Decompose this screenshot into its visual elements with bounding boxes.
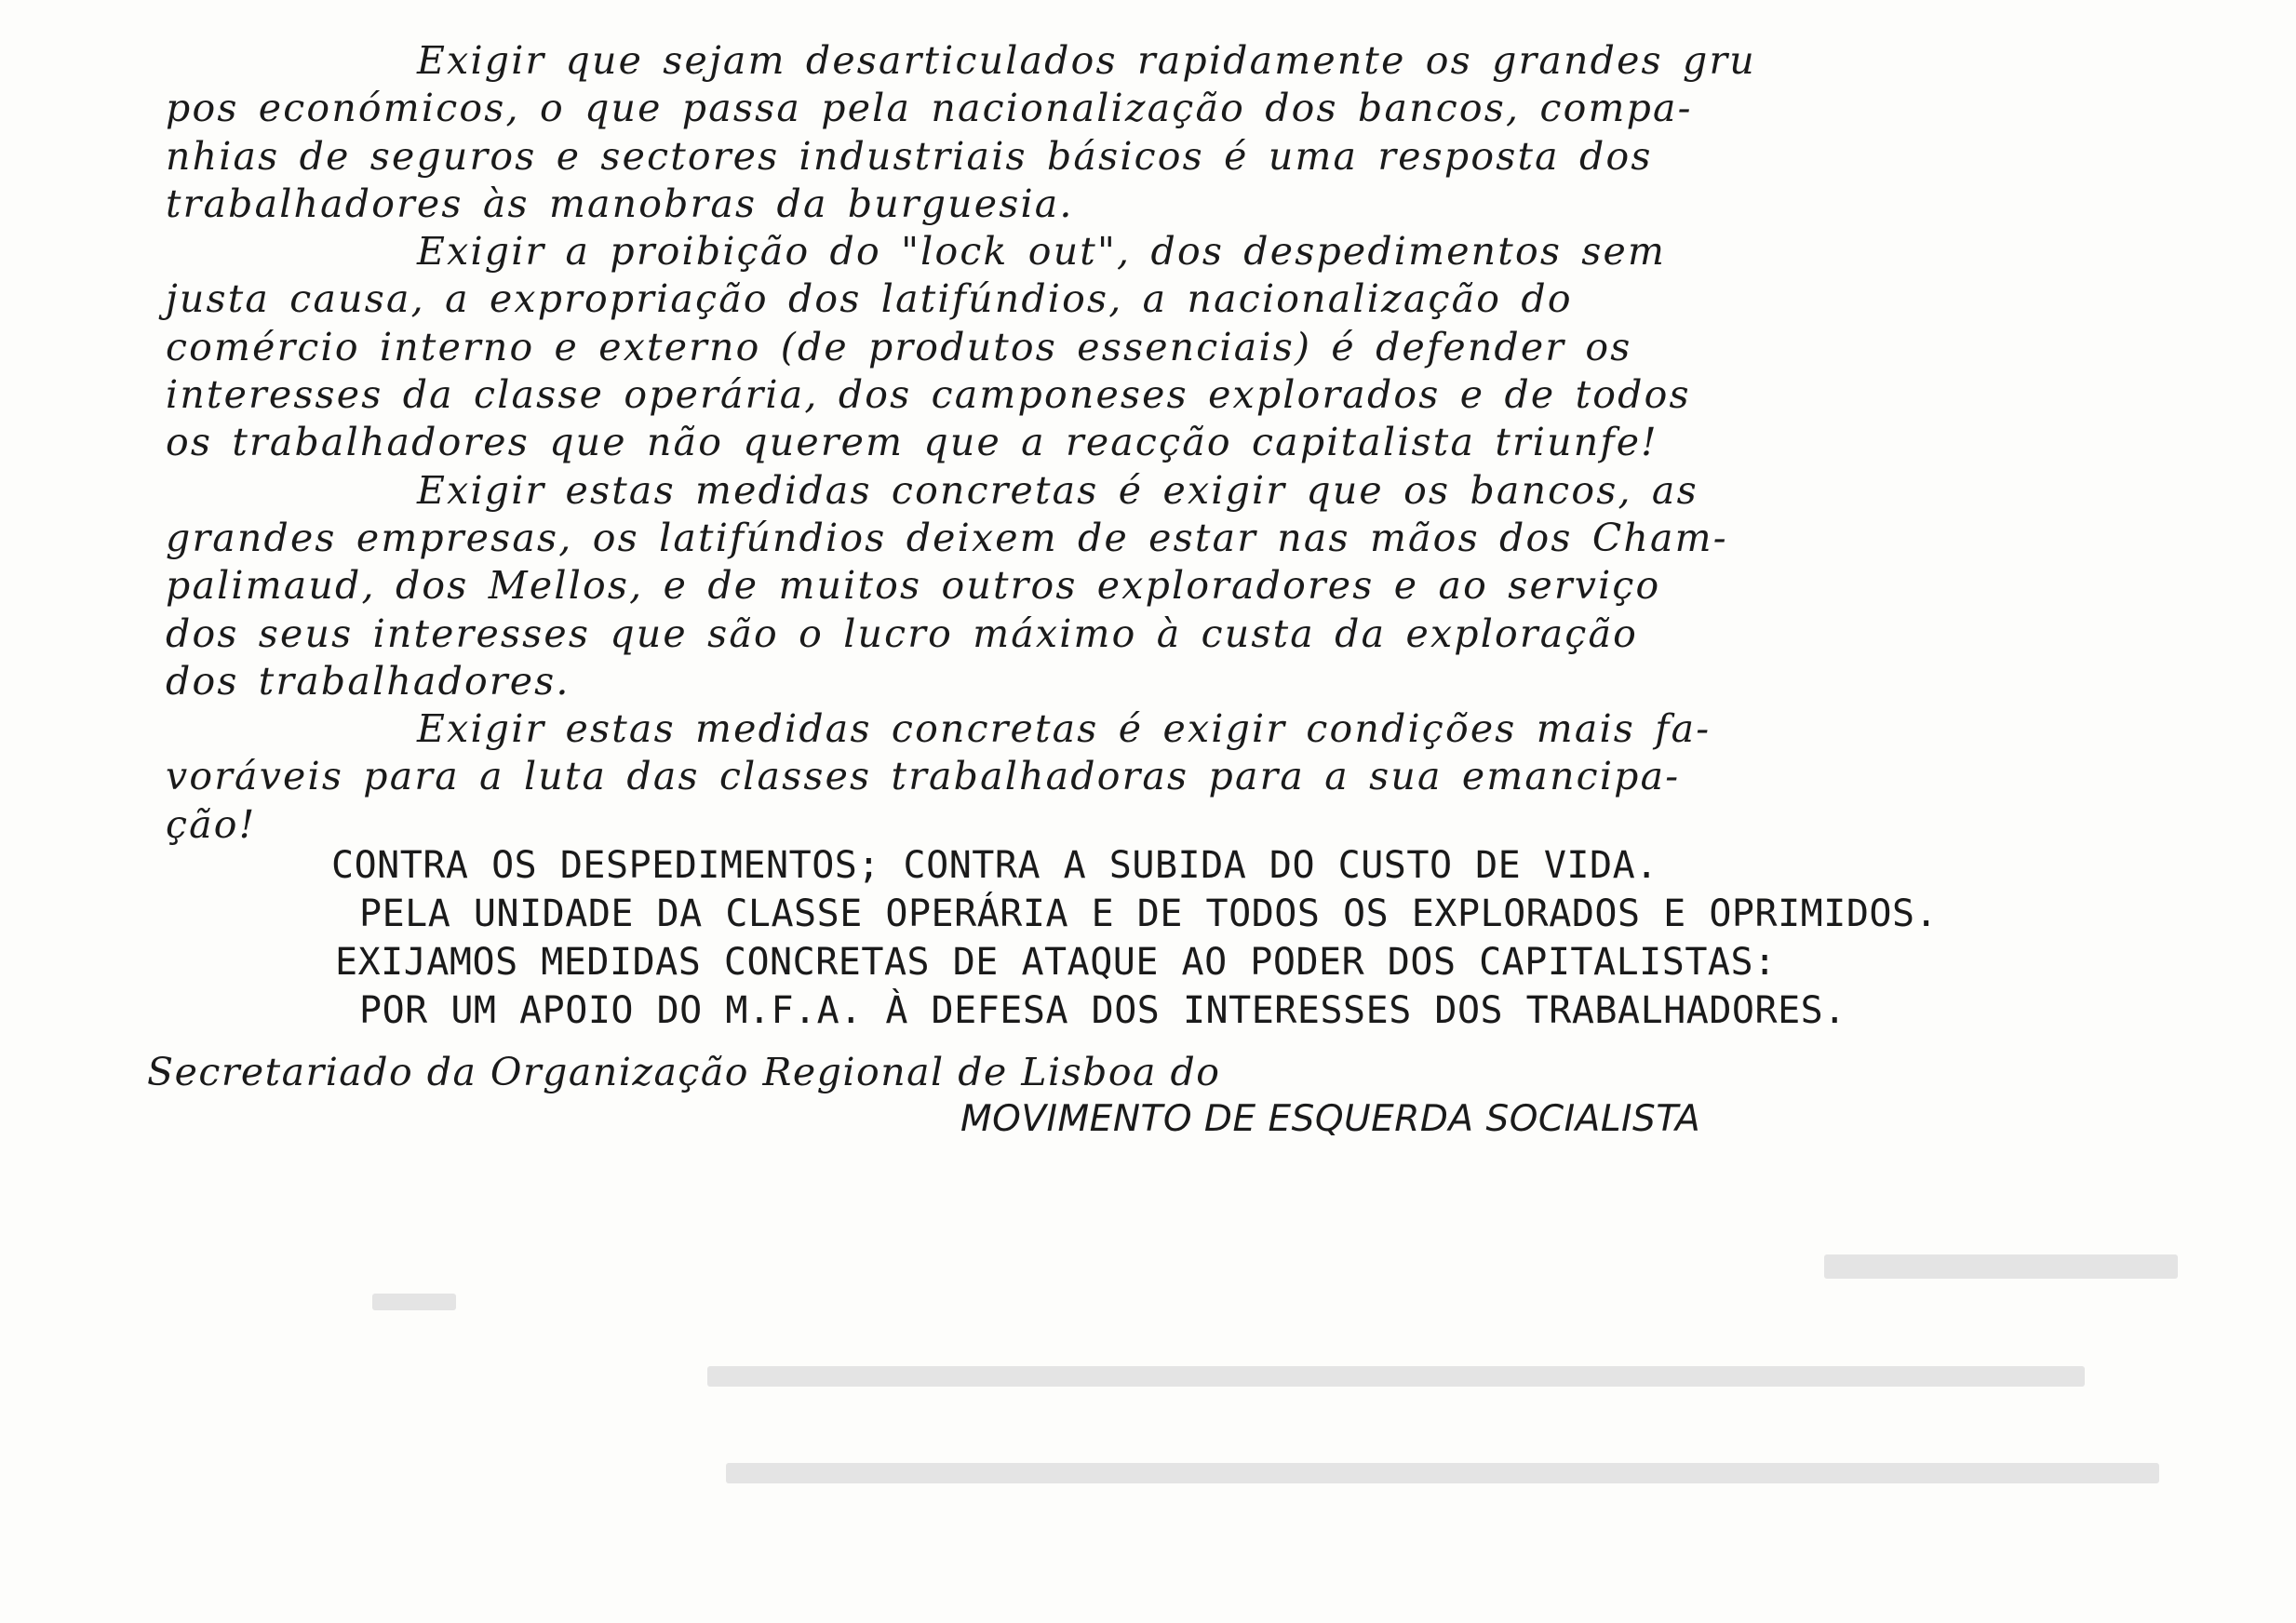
text-line: nhias de seguros e sectores industriais básicos é uma resposta dos (166, 133, 1653, 179)
slogan-line: PELA UNIDADE DA CLASSE OPERÁRIA E DE TODOS OS EXPLORADOS E OPRIMIDOS. (359, 892, 1939, 935)
slogan-line: CONTRA OS DESPEDIMENTOS; CONTRA A SUBIDA DO CUSTO DE VIDA. (331, 844, 1658, 887)
paragraph-3 (166, 467, 2018, 705)
text-line: voráveis para a luta das classes trabalhadoras para a sua emancipa- (166, 754, 1681, 799)
text-line: grandes empresas, os latifúndios deixem de estar nas mãos dos Cham- (166, 515, 1728, 560)
bleed-through-mark (1824, 1254, 2178, 1279)
text-line: comércio interno e externo (de produtos essenciais) é defender os (166, 324, 1632, 369)
text-line: justa causa, a expropriação dos latifúndios, a nacionalização do (166, 276, 1573, 322)
paragraph-4 (166, 705, 2018, 849)
text-line: Exigir que sejam desarticulados rapidamente os grandes gru (417, 38, 1756, 83)
paragraph-1 (166, 37, 2018, 228)
bleed-through-mark (707, 1366, 2085, 1387)
text-line: ção! (166, 801, 257, 847)
text-line: os trabalhadores que não querem que a reacção capitalista triunfe! (166, 420, 1658, 465)
text-line: dos trabalhadores. (166, 658, 571, 704)
text-line: Exigir a proibição do "lock out", dos despedimentos sem (417, 229, 1667, 275)
signature-organization: Secretariado da Organização Regional de Lisboa do (147, 1050, 1221, 1094)
slogans-block (307, 841, 2075, 1035)
text-line: dos seus interesses que são o lucro máximo à custa da exploração (166, 610, 1639, 656)
text-line: palimaud, dos Mellos, e de muitos outros exploradores e ao serviço (166, 563, 1661, 609)
body-text (166, 37, 2018, 849)
bleed-through-mark (726, 1463, 2159, 1483)
text-line: interesses da classe operária, dos camponeses explorados e de todos (166, 372, 1691, 418)
signature-movement: MOVIMENTO DE ESQUERDA SOCIALISTA (960, 1098, 1701, 1140)
slogan-line: POR UM APOIO DO M.F.A. À DEFESA DOS INTERESSES DOS TRABALHADORES. (359, 989, 1846, 1032)
text-line: Exigir estas medidas concretas é exigir que os bancos, as (417, 467, 1699, 513)
text-line: Exigir estas medidas concretas é exigir condições mais fa- (417, 706, 1712, 752)
text-line: pos económicos, o que passa pela nacionalização dos bancos, compa- (166, 86, 1693, 131)
bleed-through-mark (372, 1294, 456, 1310)
text-line: trabalhadores às manobras da burguesia. (166, 181, 1074, 226)
slogan-line: EXIJAMOS MEDIDAS CONCRETAS DE ATAQUE AO PODER DOS CAPITALISTAS: (335, 941, 1777, 984)
paragraph-2 (166, 228, 2018, 466)
